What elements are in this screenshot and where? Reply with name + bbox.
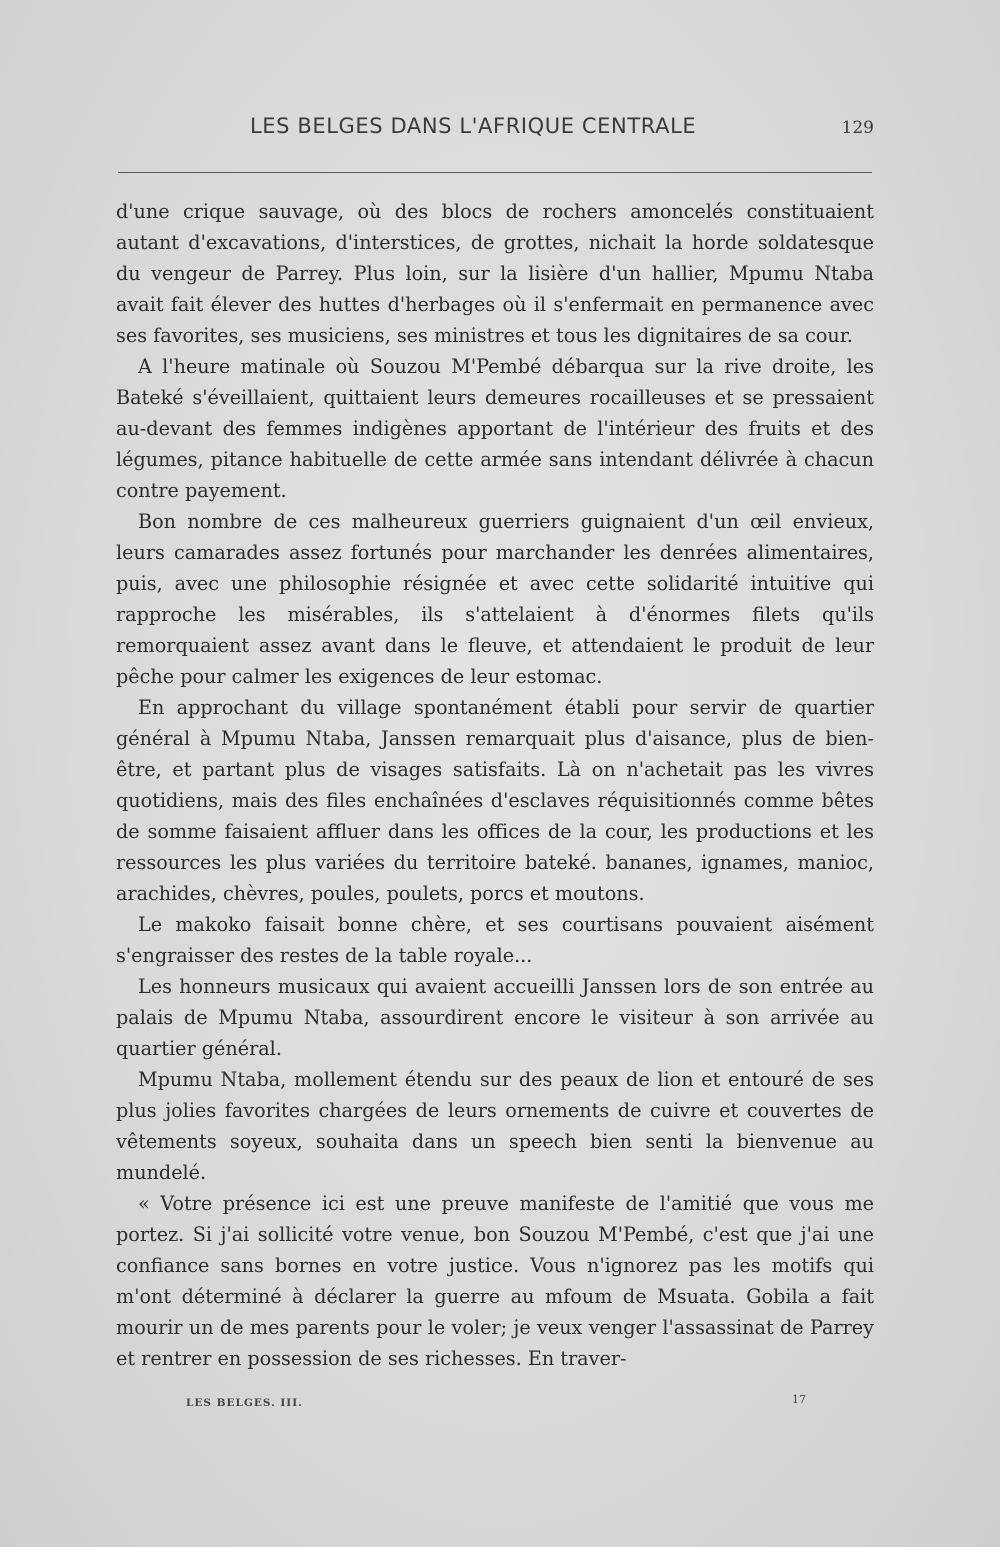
paragraph: Le makoko faisait bonne chère, et ses courtisans pouvaient aisément s'engraisser des restes de la table royale...	[116, 913, 874, 967]
printer-signature: LES BELGES. III.	[186, 1397, 303, 1409]
paragraph: « Votre présence ici est une preuve manifeste de l'amitié que vous me portez. Si j'ai sollicité votre venue, bon Souzou M'Pembé, c'est que j'ai une confiance sans bornes en votre justice. Vous n'ignorez pas les motifs qui m'ont déterminé à déclarer la guerre au mfoum de Msuata. Gobila a fait mourir un de mes parents pour le voler; je veux venger l'assassinat de Parrey et rentrer en possession de ses richesses. En traver-	[116, 1192, 874, 1370]
paragraph: Mpumu Ntaba, mollement étendu sur des peaux de lion et entouré de ses plus jolies favorites chargées de leurs ornements de cuivre et couvertes de vêtements soyeux, souhaita dans un speech bien senti la bienvenue au mundelé.	[116, 1068, 874, 1184]
paragraph: En approchant du village spontanément établi pour servir de quartier général à Mpumu Ntaba, Janssen remarquait plus d'aisance, plus de bien-être, et partant plus de visages satisfaits. Là on n'achetait pas les vivres quotidiens, mais des files enchaînées d'esclaves réquisitionnés comme bêtes de somme faisaient affluer dans les offices de la cour, les productions et les ressources les plus variées du territoire bateké. bananes, ignames, manioc, arachides, chèvres, poules, poulets, porcs et moutons.	[116, 696, 874, 905]
paragraph: d'une crique sauvage, où des blocs de rochers amoncelés constituaient autant d'excavations, d'interstices, de grottes, nichait la horde soldatesque du vengeur de Parrey. Plus loin, sur la lisière d'un hallier, Mpumu Ntaba avait fait élever des huttes d'herbages où il s'enfermait en permanence avec ses favorites, ses musiciens, ses ministres et tous les dignitaires de sa cour.	[116, 200, 874, 347]
paragraph: A l'heure matinale où Souzou M'Pembé débarqua sur la rive droite, les Bateké s'éveillaient, quittaient leurs demeures rocailleuses et se pressaient au-devant des femmes indigènes apportant de l'intérieur des fruits et des légumes, pitance habituelle de cette armée sans intendant délivrée à chacun contre payement.	[116, 355, 874, 502]
page-header	[118, 114, 874, 144]
header-rule	[118, 172, 872, 173]
page-footer	[186, 1393, 806, 1413]
signature-number: 17	[792, 1393, 806, 1406]
running-title: LES BELGES DANS L'AFRIQUE CENTRALE	[250, 114, 697, 138]
page-number: 129	[841, 118, 874, 138]
paragraph: Les honneurs musicaux qui avaient accueilli Janssen lors de son entrée au palais de Mpumu Ntaba, assourdirent encore le visiteur à son arrivée au quartier général.	[116, 975, 874, 1060]
paragraph: Bon nombre de ces malheureux guerriers guignaient d'un œil envieux, leurs camarades assez fortunés pour marchander les denrées alimentaires, puis, avec une philosophie résignée et avec cette solidarité intuitive qui rapproche les misérables, ils s'attelaient à d'énormes filets qu'ils remorquaient assez avant dans le fleuve, et attendaient le produit de leur pêche pour calmer les exigences de leur estomac.	[116, 510, 874, 688]
body-text	[116, 196, 874, 1374]
